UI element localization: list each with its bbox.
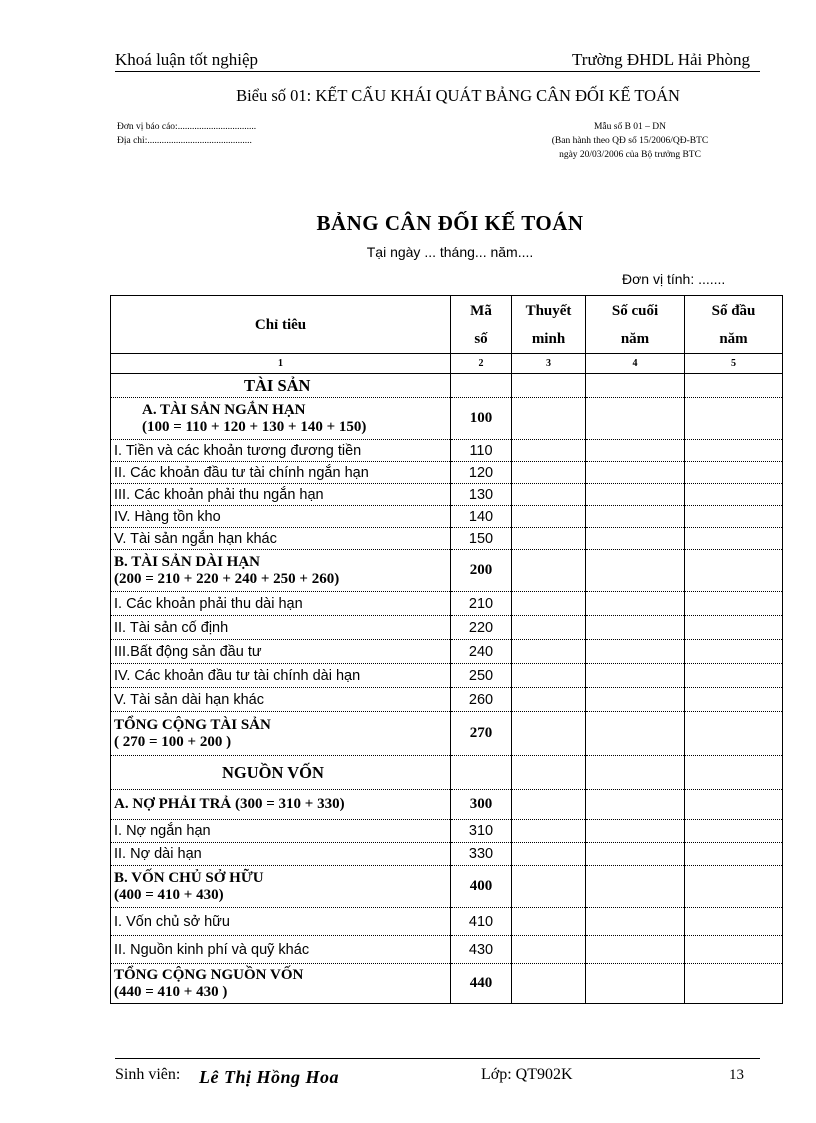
row-label: I. Nợ ngắn hạn (111, 820, 451, 843)
header-ending-balance: Số cuối năm (586, 296, 685, 354)
row-label: II. Tài sản cố định (111, 616, 451, 640)
table-row (111, 712, 783, 756)
table-row (111, 484, 783, 506)
row-code: 120 (451, 462, 512, 484)
class-label: Lớp: QT902K (481, 1066, 573, 1083)
university-name: Trường ĐHDL Hải Phòng (572, 50, 750, 69)
table-header-row (111, 296, 783, 354)
row-label: TỔNG CỘNG TÀI SẢN ( 270 = 100 + 200 ) (111, 712, 451, 756)
row-label: IV. Hàng tồn kho (111, 506, 451, 528)
row-label: A. NỢ PHẢI TRẢ (300 = 310 + 330) (111, 790, 451, 820)
col-number: 1 (111, 354, 451, 374)
table-row (111, 528, 783, 550)
table-row (111, 440, 783, 462)
reporting-unit-line: Đơn vị báo cáo:................................. (117, 122, 257, 132)
header-notes: Thuyết minh (512, 296, 586, 354)
table-row (111, 640, 783, 664)
column-number-row (111, 354, 783, 374)
row-label: TỔNG CỘNG NGUỒN VỐN (440 = 410 + 430 ) (114, 966, 304, 1000)
row-code: 130 (451, 484, 512, 506)
row-label: III. Các khoản phải thu ngắn hạn (111, 484, 451, 506)
row-label: TÀI SẢN (111, 374, 451, 398)
col-number: 3 (512, 354, 586, 374)
table-row (111, 664, 783, 688)
row-code: 430 (451, 936, 512, 964)
form-title: Biểu số 01: KẾT CẤU KHÁI QUÁT BẢNG CÂN ĐỐI KẾ TOÁN (236, 86, 680, 105)
footer-rule (115, 1058, 760, 1059)
header-opening-balance: Số đầu năm (685, 296, 783, 354)
table-row (111, 790, 783, 820)
row-label: III.Bất động sản đầu tư (111, 640, 451, 664)
row-code: 100 (451, 398, 512, 440)
table-row (111, 843, 783, 866)
table-row (111, 398, 783, 440)
row-code: 250 (451, 664, 512, 688)
row-code: 400 (451, 866, 512, 908)
decision-ref: (Ban hành theo QĐ số 15/2006/QĐ-BTC (551, 136, 709, 146)
row-code: 200 (451, 550, 512, 592)
row-code: 210 (451, 592, 512, 616)
table-row (111, 756, 783, 790)
page-header (115, 48, 760, 72)
row-code: 150 (451, 528, 512, 550)
col-number: 4 (586, 354, 685, 374)
table-row (111, 936, 783, 964)
row-label: V. Tài sản ngắn hạn khác (111, 528, 451, 550)
header-rule (115, 71, 760, 72)
unit-info (117, 120, 256, 148)
row-code: 300 (451, 790, 512, 820)
table-row (111, 688, 783, 712)
row-label: NGUỒN VỐN (111, 756, 451, 790)
page-footer (115, 1058, 760, 1088)
table-row (111, 462, 783, 484)
row-code: 440 (451, 964, 512, 1004)
table-row (111, 616, 783, 640)
table-row (111, 964, 783, 1004)
row-label: II. Các khoản đầu tư tài chính ngắn hạn (111, 462, 451, 484)
table-row (111, 820, 783, 843)
form-reference (480, 120, 780, 162)
date-line: Tại ngày ... tháng... năm.... (366, 244, 534, 260)
page-number: 13 (729, 1067, 744, 1083)
row-label: I. Các khoản phải thu dài hạn (111, 592, 451, 616)
form-number: Mẫu số B 01 – DN (593, 122, 667, 132)
row-label: I. Tiền và các khoản tương đương tiền (111, 440, 451, 462)
row-code: 410 (451, 908, 512, 936)
page-title: BẢNG CÂN ĐỐI KẾ TOÁN (316, 211, 584, 235)
row-label: II. Nguồn kinh phí và quỹ khác (111, 936, 451, 964)
address-line: Địa chỉ:............................................ (117, 136, 252, 146)
decision-date: ngày 20/03/2006 của Bộ trưởng BTC (559, 150, 701, 160)
currency-unit-line: Đơn vị tính: ....... (622, 271, 726, 287)
row-label: I. Vốn chủ sở hữu (111, 908, 451, 936)
row-label: II. Nợ dài hạn (111, 843, 451, 866)
header-code: Mã số (451, 296, 512, 354)
table-row (111, 374, 783, 398)
row-label: B. VỐN CHỦ SỞ HỮU (400 = 410 + 430) (111, 866, 451, 908)
row-code: 240 (451, 640, 512, 664)
student-label: Sinh viên: (115, 1066, 181, 1083)
table-row (111, 908, 783, 936)
row-label: B. TÀI SẢN DÀI HẠN (200 = 210 + 220 + 240 + 250 + 260) (111, 550, 451, 592)
row-code: 330 (451, 843, 512, 866)
row-code: 110 (451, 440, 512, 462)
row-code: 270 (451, 712, 512, 756)
row-code: 220 (451, 616, 512, 640)
row-code: 260 (451, 688, 512, 712)
table-row (111, 506, 783, 528)
row-code: 140 (451, 506, 512, 528)
row-label: IV. Các khoản đầu tư tài chính dài hạn (111, 664, 451, 688)
row-label: V. Tài sản dài hạn khác (111, 688, 451, 712)
col-number: 2 (451, 354, 512, 374)
header-indicator: Chỉ tiêu (111, 296, 451, 354)
col-number: 5 (685, 354, 783, 374)
table-row (111, 592, 783, 616)
table-row (111, 550, 783, 592)
row-code: 310 (451, 820, 512, 843)
student-signature: Lê Thị Hồng Hoa (199, 1067, 340, 1087)
thesis-label: Khoá luận tốt nghiệp (115, 50, 259, 69)
table-row (111, 866, 783, 908)
balance-sheet-table (110, 295, 783, 1004)
row-label: A. TÀI SẢN NGẮN HẠN (100 = 110 + 120 + 130 + 140 + 150) (111, 398, 451, 440)
